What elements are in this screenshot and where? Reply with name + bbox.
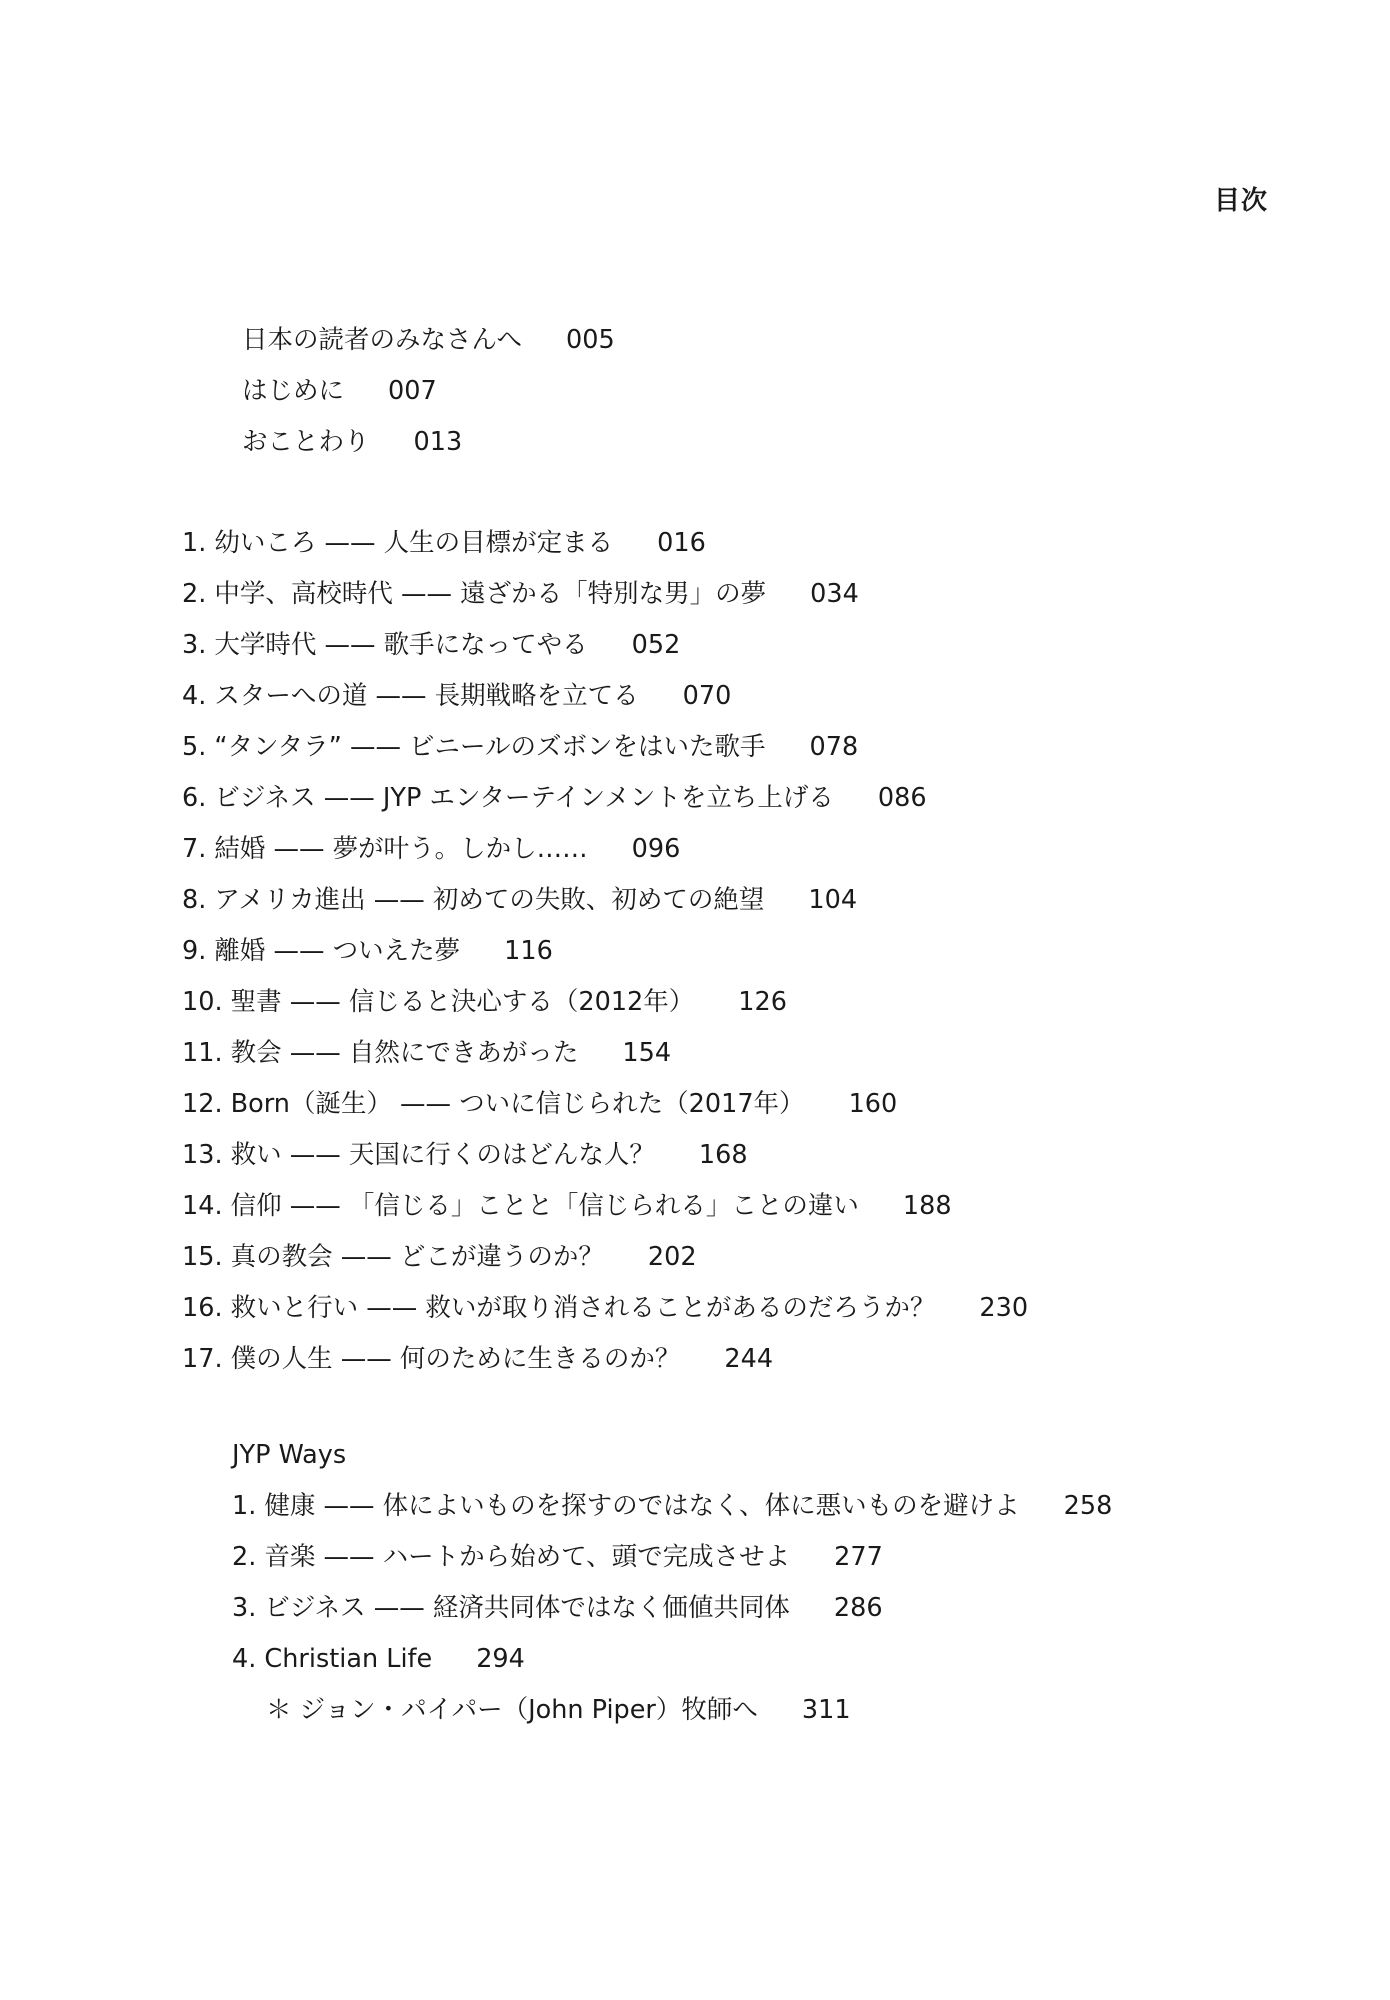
chapter-title: 2. 中学、高校時代 —— 遠ざかる「特別な男」の夢 <box>182 579 767 609</box>
chapter-entry[interactable] <box>182 773 1028 824</box>
chapter-page: 052 <box>631 630 681 660</box>
chapter-title: 15. 真の教会 —— どこが違うのか？ <box>182 1242 604 1272</box>
chapter-title: 6. ビジネス —— JYP エンターテインメントを立ち上げる <box>182 783 834 813</box>
chapter-entry[interactable] <box>182 1232 1028 1283</box>
chapter-page: 070 <box>682 681 732 711</box>
chapter-page: 154 <box>622 1038 672 1068</box>
chapter-page: 160 <box>848 1089 898 1119</box>
chapter-title: 3. 大学時代 —— 歌手になってやる <box>182 630 588 660</box>
toc-entry[interactable] <box>242 366 615 417</box>
appendix-entry-title: 1. 健康 —— 体によいものを探すのではなく、体に悪いものを避けよ <box>232 1491 1020 1521</box>
toc-entry-title: おことわり <box>242 427 370 457</box>
toc-entry[interactable] <box>242 417 615 468</box>
toc-entry-title: 日本の読者のみなさんへ <box>242 325 522 355</box>
chapter-page: 168 <box>698 1140 748 1170</box>
appendix-entry[interactable] <box>232 1481 1112 1532</box>
chapter-page: 188 <box>902 1191 952 1221</box>
appendix-heading: JYP Ways <box>232 1440 347 1470</box>
chapter-page: 230 <box>979 1293 1029 1323</box>
chapter-page: 034 <box>810 579 859 609</box>
chapter-entry[interactable] <box>182 875 1028 926</box>
chapter-entry[interactable] <box>182 620 1028 671</box>
chapter-entry[interactable] <box>182 1028 1028 1079</box>
appendix-entry-page: 286 <box>833 1593 883 1623</box>
toc-entry-page: 013 <box>413 427 463 457</box>
chapter-title: 16. 救いと行い —— 救いが取り消されることがあるのだろうか？ <box>182 1293 936 1323</box>
chapter-list <box>182 518 1028 1385</box>
chapter-title: 1. 幼いころ —— 人生の目標が定まる <box>182 528 614 558</box>
chapter-entry[interactable] <box>182 722 1028 773</box>
chapter-title: 17. 僕の人生 —— 何のために生きるのか？ <box>182 1344 681 1374</box>
chapter-title: 4. スターへの道 —— 長期戦略を立てる <box>182 681 639 711</box>
chapter-title: 13. 救い —— 天国に行くのはどんな人？ <box>182 1140 655 1170</box>
chapter-entry[interactable] <box>182 977 1028 1028</box>
chapter-title: 9. 離婚 —— ついえた夢 <box>182 936 461 966</box>
chapter-page: 086 <box>877 783 927 813</box>
chapter-title: 11. 教会 —— 自然にできあがった <box>182 1038 579 1068</box>
chapter-entry[interactable] <box>182 569 1028 620</box>
appendix-entry[interactable] <box>232 1583 1112 1634</box>
chapter-page: 016 <box>657 528 706 558</box>
appendix-entry-page: 258 <box>1063 1491 1113 1521</box>
chapter-title: 14. 信仰 —— 「信じる」ことと「信じられる」ことの違い <box>182 1191 859 1221</box>
chapter-title: 5. “タンタラ” —— ビニールのズボンをはいた歌手 <box>182 732 766 762</box>
chapter-page: 244 <box>724 1344 774 1374</box>
appendix-entry-page: 277 <box>834 1542 883 1572</box>
toc-entry-page: 005 <box>566 325 615 355</box>
appendix-section <box>232 1430 1112 1736</box>
chapter-entry[interactable] <box>182 671 1028 722</box>
front-matter-list <box>242 315 615 468</box>
appendix-entry-title: 3. ビジネス —— 経済共同体ではなく価値共同体 <box>232 1593 790 1623</box>
chapter-entry[interactable] <box>182 1079 1028 1130</box>
chapter-title: 12. Born（誕生） —— ついに信じられた（2017年） <box>182 1089 805 1119</box>
toc-entry[interactable] <box>242 315 615 366</box>
chapter-entry[interactable] <box>182 518 1028 569</box>
chapter-entry[interactable] <box>182 1181 1028 1232</box>
chapter-page: 104 <box>808 885 858 915</box>
appendix-entry[interactable] <box>232 1634 1112 1685</box>
chapter-entry[interactable] <box>182 1130 1028 1181</box>
toc-entry-page: 007 <box>388 376 437 406</box>
toc-entry-title: はじめに <box>242 376 345 406</box>
appendix-sub-entry-title: ＊ ジョン・パイパー（John Piper）牧師へ <box>266 1695 758 1725</box>
chapter-title: 7. 結婚 —— 夢が叶う。しかし…… <box>182 834 588 864</box>
chapter-page: 096 <box>631 834 681 864</box>
chapter-title: 8. アメリカ進出 —— 初めての失敗、初めての絶望 <box>182 885 765 915</box>
appendix-entry-title: 2. 音楽 —— ハートから始めて、頭で完成させよ <box>232 1542 791 1572</box>
appendix-entry-title: 4. Christian Life <box>232 1644 433 1674</box>
appendix-sub-entry-page: 311 <box>801 1695 851 1725</box>
chapter-entry[interactable] <box>182 926 1028 977</box>
appendix-entry-page: 294 <box>476 1644 525 1674</box>
chapter-page: 078 <box>809 732 859 762</box>
page-title: 目次 <box>1213 186 1268 216</box>
appendix-sub-entry[interactable] <box>232 1685 1112 1736</box>
chapter-entry[interactable] <box>182 1334 1028 1385</box>
chapter-page: 116 <box>504 936 553 966</box>
chapter-title: 10. 聖書 —— 信じると決心する（2012年） <box>182 987 695 1017</box>
chapter-page: 202 <box>647 1242 697 1272</box>
chapter-entry[interactable] <box>182 824 1028 875</box>
chapter-entry[interactable] <box>182 1283 1028 1334</box>
chapter-page: 126 <box>738 987 787 1017</box>
appendix-entry[interactable] <box>232 1532 1112 1583</box>
